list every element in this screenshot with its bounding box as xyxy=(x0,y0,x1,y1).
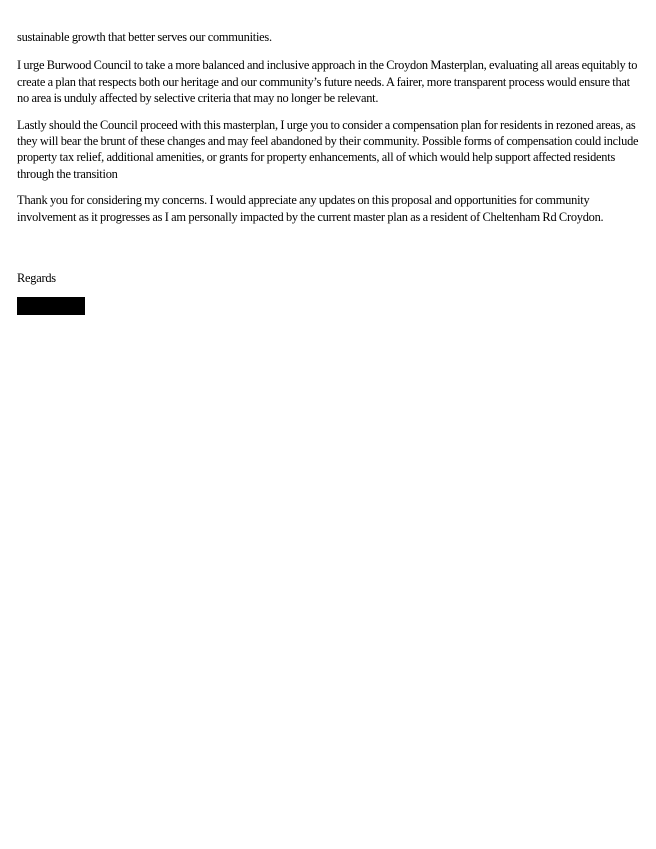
letter-closing: Regards xyxy=(17,271,56,285)
letter-paragraph: I urge Burwood Council to take a more balanced and inclusive approach in the Croydon Masterplan, evaluating all areas equitably to create a plan that respects both our heritage and our community’s future needs. A fairer, more transparent process would ensure that no area is unduly affected by selective criteria that may no longer be relevant. xyxy=(17,58,638,106)
redacted-signature xyxy=(17,297,85,315)
letter-paragraph: Lastly should the Council proceed with this masterplan, I urge you to consider a compensation plan for residents in rezoned areas, as they will bear the brunt of these changes and may feel abandoned by their community. Possible forms of compensation could include property tax relief, additional amenities, or grants for property enhancements, all of which would help support affected residents through the transition xyxy=(17,117,639,181)
letter-paragraph: sustainable growth that better serves our communities. xyxy=(17,30,272,44)
letter-body xyxy=(17,29,641,225)
letter-paragraph: Thank you for considering my concerns. I would appreciate any updates on this proposal and opportunities for community involvement as it progresses as I am personally impacted by the current master plan as a resident of Cheltenham Rd Croydon. xyxy=(17,193,604,224)
